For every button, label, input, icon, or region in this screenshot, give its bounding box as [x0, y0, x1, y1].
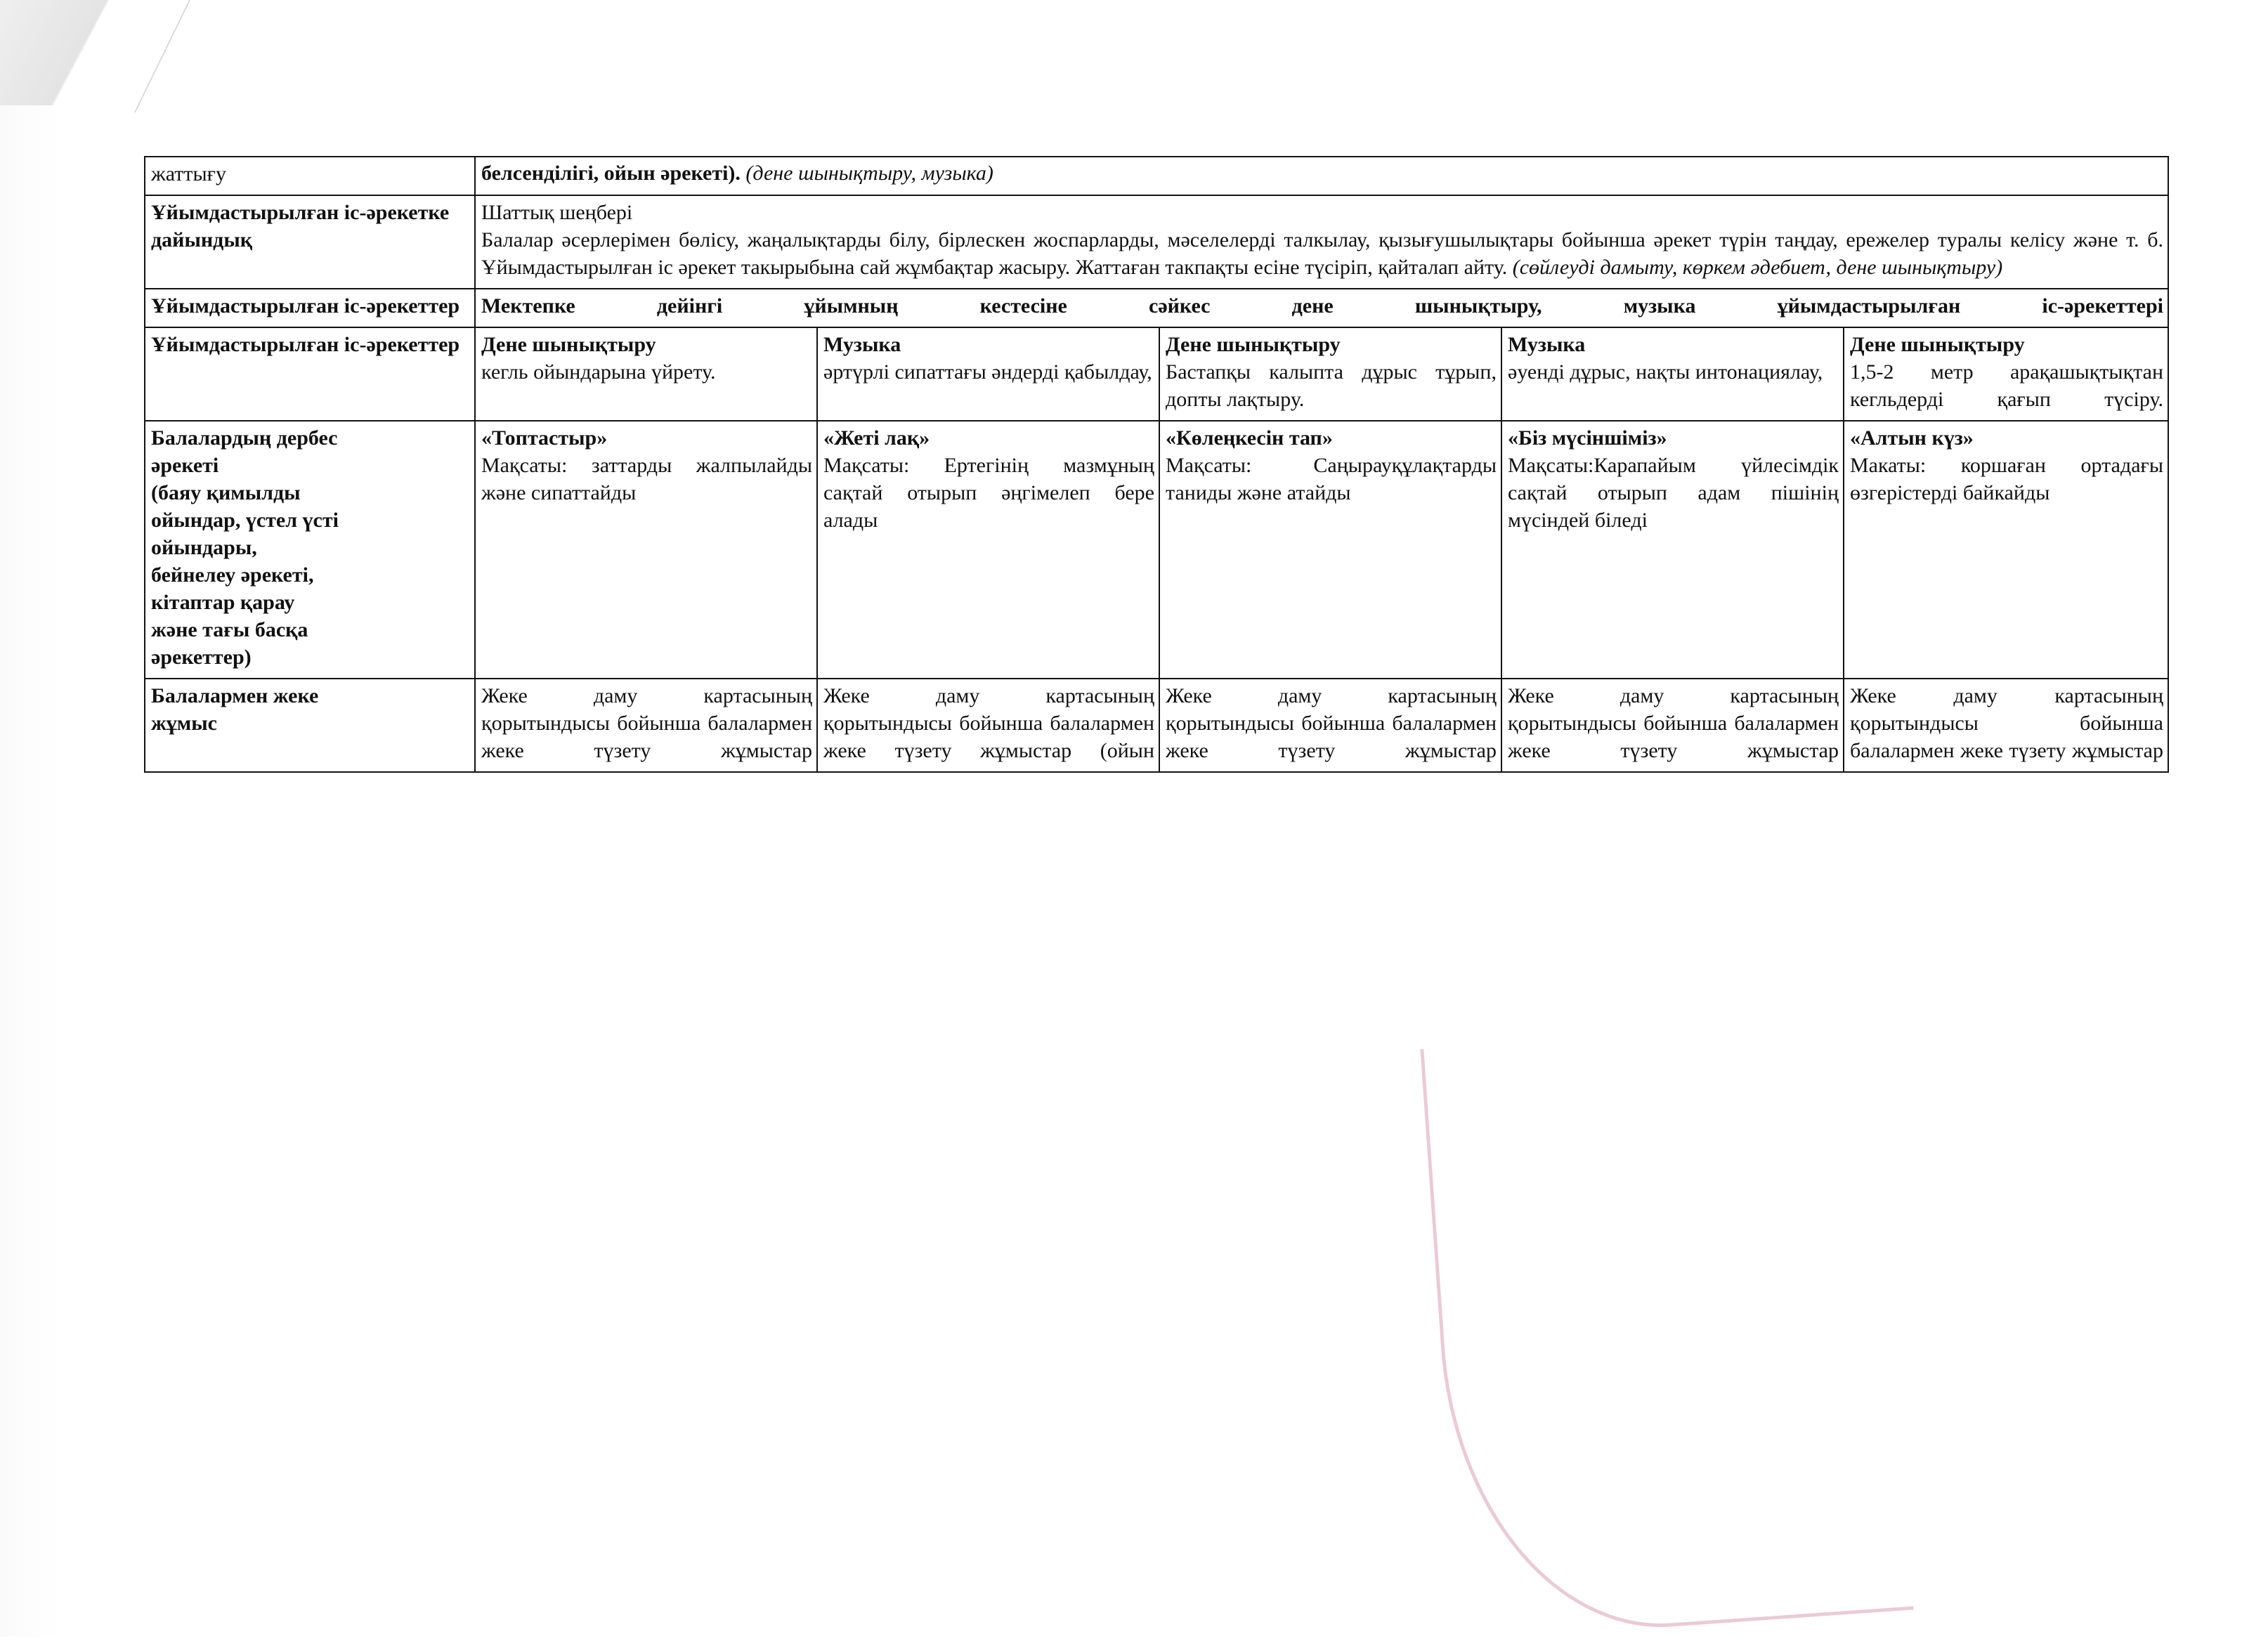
- table-row: [145, 289, 2168, 327]
- row-label-preparation: [145, 195, 475, 289]
- activity-cell-4-title: Музыка: [1508, 333, 1586, 356]
- independent-label-line-7: кітаптар қарау: [151, 591, 295, 614]
- individual-cell-3: [1159, 679, 1501, 772]
- independent-label-line-6: бейнелеу әрекеті,: [151, 563, 314, 587]
- activity-cell-3: [1159, 327, 1501, 421]
- independent-cell-2: [817, 421, 1159, 679]
- lesson-plan-table: [144, 156, 2169, 773]
- individual-label-line-2: жұмыс: [151, 712, 217, 735]
- preparation-para-2: Балалар әсерлерімен бөлісу, жаңалықтарды білу, бірлескен жоспарларды, мәселелерді талкылау, қызығушылықтары бойынша әрекет түрін таңдау, ережелер туралы келісу және т. б. Ұйымдастырылған іс әрекет такырыбына сай жұмбақтар жасыру. Жаттаған такпақты есіне түсіріп, қайталап айту.: [481, 228, 2163, 279]
- activity-cell-1-text: кегль ойындарына үйрету.: [481, 360, 716, 384]
- organized-activities-text: Мектепке дейінгі ұйымның кестесіне сәйкес дене шынықтыру, музыка ұйымдастырылған іс-әрекеттері: [481, 294, 2163, 318]
- individual-cell-1-text: Жеке даму картасының қорытындысы бойынша балалармен жеке түзету жұмыстар: [481, 684, 812, 762]
- independent-label-line-5: ойындары,: [151, 536, 257, 559]
- independent-cell-2-title: «Жеті лақ»: [823, 426, 930, 450]
- independent-cell-4-title: «Біз мүсіншіміз»: [1508, 426, 1667, 450]
- individual-cell-5-text: Жеке даму картасының қорытындысы бойынша балалармен жеке түзету жұмыстар: [1850, 684, 2163, 762]
- independent-label-line-4: ойындар, үстел үсті: [151, 509, 339, 532]
- table-row: [145, 679, 2168, 772]
- individual-cell-4-text: Жеке даму картасының қорытындысы бойынша балалармен жеке түзету жұмыстар: [1508, 684, 1839, 762]
- exercise-content-italic: (дене шынықтыру, музыка): [745, 162, 993, 185]
- activity-cell-1: [475, 327, 817, 421]
- independent-cell-1: [475, 421, 817, 679]
- activity-cell-1-title: Дене шынықтыру: [481, 333, 656, 356]
- row-label-organized-activities-detail: [145, 327, 475, 421]
- activity-cell-2: [817, 327, 1159, 421]
- independent-cell-3-title: «Көлеңкесін тап»: [1166, 426, 1333, 450]
- table-row: [145, 157, 2168, 195]
- row-label-independent-activity: [145, 421, 475, 679]
- row-label-organized-activities: [145, 289, 475, 327]
- individual-cell-4: [1501, 679, 1844, 772]
- exercise-content-bold: белсенділігі, ойын әрекеті).: [481, 162, 741, 185]
- independent-cell-5: [1844, 421, 2168, 679]
- individual-cell-2-text: Жеке даму картасының қорытындысы бойынша балалармен жеке түзету жұмыстар (ойын: [823, 684, 1154, 762]
- independent-cell-3-text: Мақсаты: Саңырауқұлақтарды таниды және атайды: [1166, 454, 1497, 504]
- organized-activities-label-text: Ұйымдастырылған іс-әрекеттер: [151, 294, 460, 318]
- row-label-individual-work: [145, 679, 475, 772]
- independent-cell-1-text: Мақсаты: заттарды жалпылайды және сипаттайды: [481, 454, 812, 504]
- table-row: [145, 327, 2168, 421]
- preparation-para-1: Шаттық шеңбері: [481, 201, 633, 224]
- preparation-italic-tail: (сөйлеуді дамыту, көркем әдебиет, дене шынықтыру): [1512, 256, 2003, 279]
- independent-cell-5-title: «Алтын күз»: [1850, 426, 1974, 450]
- row-content-preparation: [475, 195, 2168, 289]
- row-label-exercise: жаттығу: [145, 157, 475, 195]
- table-row: [145, 421, 2168, 679]
- row-content-organized-activities: [475, 289, 2168, 327]
- organized-activities-detail-label-text: Ұйымдастырылған іс-әрекеттер: [151, 333, 460, 356]
- activity-cell-2-text: әртүрлі сипаттағы әндерді қабылдау,: [823, 360, 1152, 384]
- preparation-label-text: Ұйымдастырылған іс-әрекетке дайындық: [151, 201, 450, 251]
- activity-cell-5-text: 1,5-2 метр арақашықтықтан кегльдерді қағып түсіру.: [1850, 360, 2163, 411]
- table-row: [145, 195, 2168, 289]
- row-content-exercise: [475, 157, 2168, 195]
- independent-cell-1-title: «Топтастыр»: [481, 426, 608, 450]
- independent-cell-4-text: Мақсаты:Карапайым үйлесімдік сақтай отырып адам пішінің мүсіндей біледі: [1508, 454, 1839, 532]
- activity-cell-5-title: Дене шынықтыру: [1850, 333, 2025, 356]
- independent-label-line-2: әрекеті: [151, 454, 219, 477]
- individual-cell-3-text: Жеке даму картасының қорытындысы бойынша балалармен жеке түзету жұмыстар: [1166, 684, 1497, 762]
- independent-label-line-3: (баяу қимылды: [151, 481, 301, 504]
- activity-cell-3-title: Дене шынықтыру: [1166, 333, 1341, 356]
- individual-cell-2: [817, 679, 1159, 772]
- activity-cell-4-text: әуенді дұрыс, нақты интонациялау,: [1508, 360, 1823, 384]
- individual-cell-5: [1844, 679, 2168, 772]
- activity-cell-4: [1501, 327, 1844, 421]
- independent-label-line-8: және тағы басқа: [151, 618, 308, 641]
- independent-label-line-9: әрекеттер): [151, 646, 252, 669]
- independent-cell-2-text: Мақсаты: Ертегінің мазмұның сақтай отырып әңгімелеп бере алады: [823, 454, 1154, 532]
- individual-cell-1: [475, 679, 817, 772]
- independent-cell-5-text: Макаты: коршаған ортадағы өзгерістерді байкайды: [1850, 454, 2163, 504]
- activity-cell-2-title: Музыка: [823, 333, 901, 356]
- activity-cell-3-text: Бастапқы калыпта дұрыс тұрып, допты лақтыру.: [1166, 360, 1497, 411]
- individual-label-line-1: Балалармен жеке: [151, 684, 319, 707]
- independent-cell-3: [1159, 421, 1501, 679]
- activity-cell-5: [1844, 327, 2168, 421]
- independent-label-line-1: Балалардың дербес: [151, 426, 338, 450]
- independent-cell-4: [1501, 421, 1844, 679]
